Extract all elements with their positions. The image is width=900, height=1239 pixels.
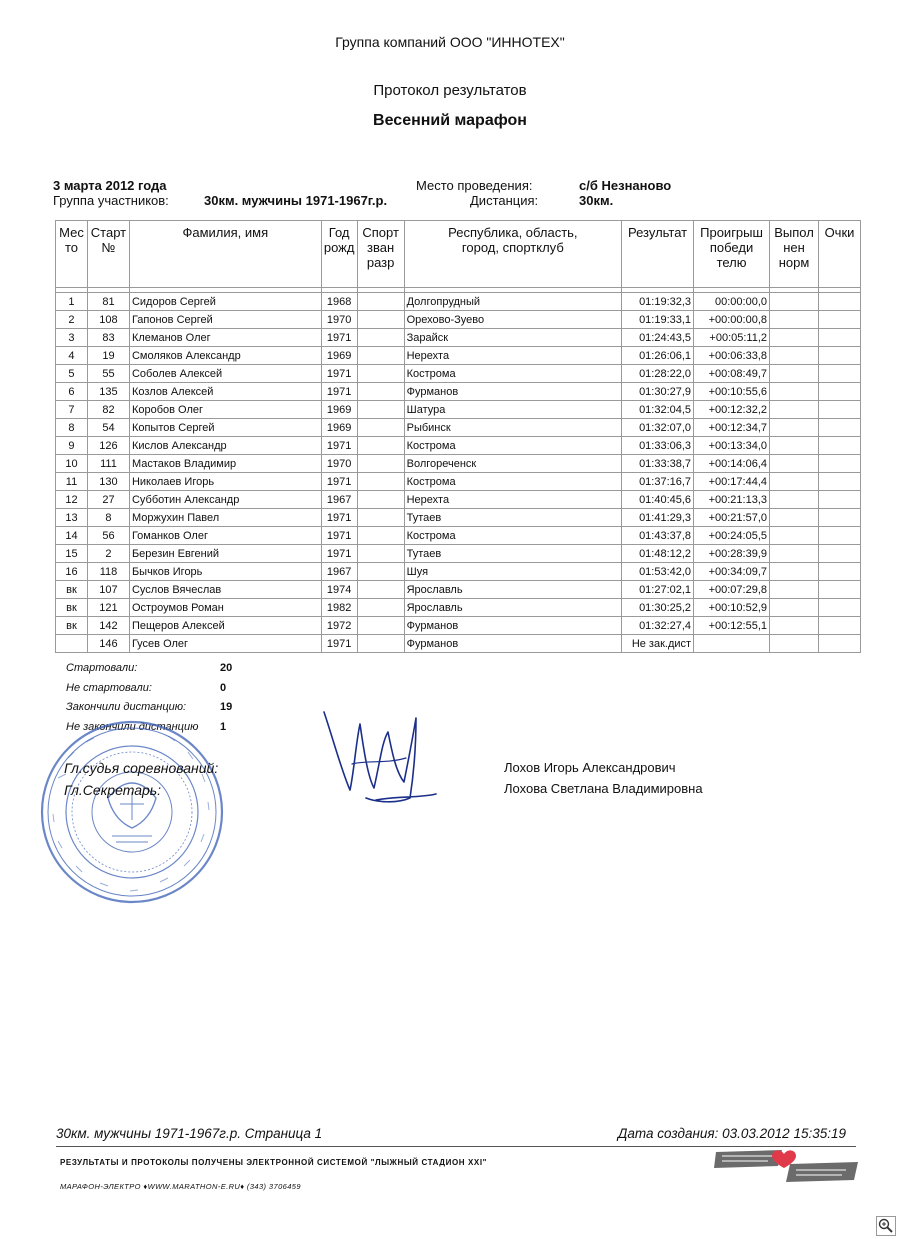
- cell-behind: 00:00:00,0: [694, 293, 770, 311]
- cell-name: Коробов Олег: [129, 401, 321, 419]
- cell-result: 01:33:38,7: [622, 455, 694, 473]
- cell-rank: [357, 419, 404, 437]
- cell-year: 1971: [321, 527, 357, 545]
- cell-points: [818, 617, 860, 635]
- cell-rank: [357, 509, 404, 527]
- venue-label: Место проведения:: [416, 178, 533, 193]
- cell-points: [818, 455, 860, 473]
- col-header-behind: Проигрыш победи телю: [694, 221, 770, 288]
- cell-region: Кострома: [404, 437, 621, 455]
- cell-behind: +00:10:52,9: [694, 599, 770, 617]
- officials-names: [504, 757, 703, 799]
- cell-rank: [357, 329, 404, 347]
- table-row: [56, 563, 861, 581]
- cell-region: Кострома: [404, 365, 621, 383]
- col-header-region: Республика, область, город, спортклуб: [404, 221, 621, 288]
- cell-points: [818, 545, 860, 563]
- venue-value: с/б Незнаново: [579, 178, 672, 193]
- table-row: [56, 365, 861, 383]
- cell-norm: [770, 365, 819, 383]
- zoom-icon[interactable]: [876, 1216, 896, 1236]
- cell-name: Березин Евгений: [129, 545, 321, 563]
- cell-region: Фурманов: [404, 383, 621, 401]
- signature: [316, 702, 446, 812]
- cell-points: [818, 311, 860, 329]
- officials-labels: [64, 757, 218, 801]
- cell-start: 121: [87, 599, 129, 617]
- table-row: [56, 293, 861, 311]
- cell-rank: [357, 401, 404, 419]
- table-header-row: [56, 221, 861, 288]
- cell-start: 82: [87, 401, 129, 419]
- cell-rank: [357, 383, 404, 401]
- table-row: [56, 383, 861, 401]
- cell-region: Зарайск: [404, 329, 621, 347]
- cell-points: [818, 437, 860, 455]
- cell-region: Фурманов: [404, 617, 621, 635]
- cell-points: [818, 401, 860, 419]
- cell-name: Пещеров Алексей: [129, 617, 321, 635]
- footer-system-text: РЕЗУЛЬТАТЫ И ПРОТОКОЛЫ ПОЛУЧЕНЫ ЭЛЕКТРОННОЙ СИСТЕМОЙ "ЛЫЖНЫЙ СТАДИОН XXI": [60, 1158, 488, 1167]
- cell-year: 1971: [321, 635, 357, 653]
- group-label: Группа участников:: [53, 193, 169, 208]
- cell-start: 107: [87, 581, 129, 599]
- cell-region: Нерехта: [404, 347, 621, 365]
- cell-year: 1971: [321, 509, 357, 527]
- cell-name: Субботин Александр: [129, 491, 321, 509]
- footer-created-date: Дата создания: 03.03.2012 15:35:19: [617, 1126, 846, 1141]
- cell-region: Фурманов: [404, 635, 621, 653]
- cell-norm: [770, 635, 819, 653]
- cell-start: 108: [87, 311, 129, 329]
- cell-behind: +00:07:29,8: [694, 581, 770, 599]
- secretary-label: Гл.Секретарь:: [64, 782, 162, 798]
- cell-points: [818, 383, 860, 401]
- distance-value: 30км.: [579, 193, 614, 208]
- cell-region: Тутаев: [404, 509, 621, 527]
- stat-not-started: Не стартовали: 0: [66, 681, 227, 694]
- cell-start: 56: [87, 527, 129, 545]
- cell-points: [818, 347, 860, 365]
- cell-year: 1969: [321, 401, 357, 419]
- cell-behind: +00:12:55,1: [694, 617, 770, 635]
- cell-region: Рыбинск: [404, 419, 621, 437]
- cell-result: 01:30:25,2: [622, 599, 694, 617]
- cell-norm: [770, 491, 819, 509]
- cell-region: Волгореченск: [404, 455, 621, 473]
- cell-place: 7: [56, 401, 88, 419]
- table-row: [56, 473, 861, 491]
- cell-year: 1971: [321, 329, 357, 347]
- results-body: [56, 293, 861, 653]
- table-row: [56, 347, 861, 365]
- cell-points: [818, 509, 860, 527]
- cell-behind: +00:05:11,2: [694, 329, 770, 347]
- cell-year: 1970: [321, 455, 357, 473]
- cell-behind: +00:21:57,0: [694, 509, 770, 527]
- cell-norm: [770, 563, 819, 581]
- cell-place: 6: [56, 383, 88, 401]
- cell-norm: [770, 527, 819, 545]
- cell-start: 146: [87, 635, 129, 653]
- official-stamp: [38, 718, 226, 906]
- cell-start: 81: [87, 293, 129, 311]
- cell-rank: [357, 437, 404, 455]
- cell-rank: [357, 455, 404, 473]
- cell-behind: +00:00:00,8: [694, 311, 770, 329]
- col-header-rank: Спорт зван разр: [357, 221, 404, 288]
- cell-result: 01:32:04,5: [622, 401, 694, 419]
- cell-rank: [357, 293, 404, 311]
- col-header-name: Фамилия, имя: [129, 221, 321, 288]
- cell-norm: [770, 473, 819, 491]
- event-date: 3 марта 2012 года: [53, 178, 167, 193]
- cell-region: Ярославль: [404, 599, 621, 617]
- group-value: 30км. мужчины 1971-1967г.р.: [204, 193, 388, 208]
- cell-norm: [770, 545, 819, 563]
- col-header-start: Старт №: [87, 221, 129, 288]
- cell-rank: [357, 635, 404, 653]
- cell-start: 27: [87, 491, 129, 509]
- cell-name: Кислов Александр: [129, 437, 321, 455]
- cell-name: Николаев Игорь: [129, 473, 321, 491]
- cell-behind: +00:28:39,9: [694, 545, 770, 563]
- cell-place: 16: [56, 563, 88, 581]
- table-row: [56, 545, 861, 563]
- cell-place: 3: [56, 329, 88, 347]
- cell-norm: [770, 437, 819, 455]
- cell-year: 1968: [321, 293, 357, 311]
- cell-name: Моржухин Павел: [129, 509, 321, 527]
- cell-place: 11: [56, 473, 88, 491]
- cell-result: 01:27:02,1: [622, 581, 694, 599]
- cell-norm: [770, 581, 819, 599]
- cell-name: Копытов Сергей: [129, 419, 321, 437]
- cell-region: Ярославль: [404, 581, 621, 599]
- cell-points: [818, 365, 860, 383]
- cell-year: 1974: [321, 581, 357, 599]
- cell-result: 01:43:37,8: [622, 527, 694, 545]
- cell-points: [818, 599, 860, 617]
- cell-region: Тутаев: [404, 545, 621, 563]
- table-row: [56, 509, 861, 527]
- cell-start: 126: [87, 437, 129, 455]
- cell-norm: [770, 347, 819, 365]
- cell-result: 01:32:07,0: [622, 419, 694, 437]
- cell-place: 1: [56, 293, 88, 311]
- cell-result: 01:48:12,2: [622, 545, 694, 563]
- results-table: [55, 220, 861, 653]
- cell-points: [818, 329, 860, 347]
- stat-finished: Закончили дистанцию: 19: [66, 701, 233, 713]
- cell-year: 1969: [321, 419, 357, 437]
- cell-behind: +00:10:55,6: [694, 383, 770, 401]
- cell-norm: [770, 401, 819, 419]
- cell-name: Суслов Вячеслав: [129, 581, 321, 599]
- cell-behind: +00:17:44,4: [694, 473, 770, 491]
- cell-behind: +00:21:13,3: [694, 491, 770, 509]
- table-row: [56, 581, 861, 599]
- cell-name: Соболев Алексей: [129, 365, 321, 383]
- footer-site-text: МАРАФОН-ЭЛЕКТРО ♦WWW.MARATHON-E.RU♦ (343) 3706459: [60, 1182, 301, 1191]
- cell-start: 83: [87, 329, 129, 347]
- cell-start: 8: [87, 509, 129, 527]
- cell-place: 12: [56, 491, 88, 509]
- table-row: [56, 527, 861, 545]
- cell-norm: [770, 383, 819, 401]
- cell-rank: [357, 581, 404, 599]
- cell-norm: [770, 419, 819, 437]
- cell-result: Не зак.дист: [622, 635, 694, 653]
- table-row: [56, 491, 861, 509]
- cell-place: 15: [56, 545, 88, 563]
- distance-label: Дистанция:: [470, 193, 539, 208]
- col-header-norm: Выпол нен норм: [770, 221, 819, 288]
- cell-start: 19: [87, 347, 129, 365]
- cell-norm: [770, 599, 819, 617]
- cell-start: 2: [87, 545, 129, 563]
- cell-place: 8: [56, 419, 88, 437]
- event-title: Весенний марафон: [373, 112, 527, 129]
- cell-rank: [357, 527, 404, 545]
- cell-norm: [770, 311, 819, 329]
- table-row: [56, 617, 861, 635]
- cell-region: Шатура: [404, 401, 621, 419]
- document-title: Протокол результатов: [373, 82, 527, 99]
- cell-year: 1971: [321, 473, 357, 491]
- cell-name: Сидоров Сергей: [129, 293, 321, 311]
- cell-result: 01:26:06,1: [622, 347, 694, 365]
- cell-start: 135: [87, 383, 129, 401]
- table-row: [56, 401, 861, 419]
- stat-not-finished: Не закончили дистанцию 1: [66, 720, 227, 733]
- cell-result: 01:19:32,3: [622, 293, 694, 311]
- cell-region: Кострома: [404, 473, 621, 491]
- cell-region: Орехово-Зуево: [404, 311, 621, 329]
- cell-place: 9: [56, 437, 88, 455]
- cell-rank: [357, 311, 404, 329]
- cell-points: [818, 491, 860, 509]
- cell-points: [818, 581, 860, 599]
- cell-place: 14: [56, 527, 88, 545]
- cell-name: Остроумов Роман: [129, 599, 321, 617]
- cell-year: 1982: [321, 599, 357, 617]
- cell-year: 1970: [321, 311, 357, 329]
- cell-name: Бычков Игорь: [129, 563, 321, 581]
- col-header-result: Результат: [622, 221, 694, 288]
- cell-start: 111: [87, 455, 129, 473]
- cell-name: Гапонов Сергей: [129, 311, 321, 329]
- table-row: [56, 311, 861, 329]
- cell-region: Долгопрудный: [404, 293, 621, 311]
- cell-place: 2: [56, 311, 88, 329]
- cell-rank: [357, 491, 404, 509]
- cell-place: вк: [56, 581, 88, 599]
- cell-name: Мастаков Владимир: [129, 455, 321, 473]
- cell-behind: +00:24:05,5: [694, 527, 770, 545]
- cell-points: [818, 563, 860, 581]
- cell-rank: [357, 545, 404, 563]
- cell-year: 1971: [321, 365, 357, 383]
- table-row: [56, 437, 861, 455]
- cell-behind: [694, 635, 770, 653]
- cell-region: Шуя: [404, 563, 621, 581]
- cell-result: 01:53:42,0: [622, 563, 694, 581]
- cell-region: Нерехта: [404, 491, 621, 509]
- cell-place: 4: [56, 347, 88, 365]
- cell-name: Козлов Алексей: [129, 383, 321, 401]
- cell-norm: [770, 329, 819, 347]
- cell-points: [818, 419, 860, 437]
- cell-result: 01:40:45,6: [622, 491, 694, 509]
- marathon-logo: [712, 1146, 860, 1186]
- cell-rank: [357, 563, 404, 581]
- cell-norm: [770, 509, 819, 527]
- table-row: [56, 635, 861, 653]
- cell-behind: +00:12:34,7: [694, 419, 770, 437]
- col-header-place: Мес то: [56, 221, 88, 288]
- cell-start: 118: [87, 563, 129, 581]
- cell-year: 1971: [321, 545, 357, 563]
- cell-name: Смоляков Александр: [129, 347, 321, 365]
- table-row: [56, 329, 861, 347]
- table-row: [56, 599, 861, 617]
- cell-year: 1971: [321, 437, 357, 455]
- cell-rank: [357, 599, 404, 617]
- footer-page-info: 30км. мужчины 1971-1967г.р. Страница 1: [56, 1126, 323, 1141]
- cell-norm: [770, 455, 819, 473]
- table-row: [56, 419, 861, 437]
- cell-result: 01:24:43,5: [622, 329, 694, 347]
- cell-name: Гусев Олег: [129, 635, 321, 653]
- cell-rank: [357, 365, 404, 383]
- cell-result: 01:32:27,4: [622, 617, 694, 635]
- cell-year: 1967: [321, 491, 357, 509]
- cell-year: 1972: [321, 617, 357, 635]
- cell-points: [818, 293, 860, 311]
- cell-rank: [357, 617, 404, 635]
- cell-result: 01:28:22,0: [622, 365, 694, 383]
- chief-judge-label: Гл.судья соревнований:: [64, 760, 219, 776]
- cell-place: 5: [56, 365, 88, 383]
- cell-place: [56, 635, 88, 653]
- cell-start: 130: [87, 473, 129, 491]
- cell-year: 1969: [321, 347, 357, 365]
- cell-points: [818, 635, 860, 653]
- cell-points: [818, 473, 860, 491]
- cell-result: 01:19:33,1: [622, 311, 694, 329]
- cell-name: Клеманов Олег: [129, 329, 321, 347]
- cell-result: 01:30:27,9: [622, 383, 694, 401]
- cell-behind: +00:08:49,7: [694, 365, 770, 383]
- col-header-points: Очки: [818, 221, 860, 288]
- cell-rank: [357, 347, 404, 365]
- col-header-year: Год рожд: [321, 221, 357, 288]
- cell-rank: [357, 473, 404, 491]
- secretary-name: Лохова Светлана Владимировна: [504, 781, 703, 796]
- cell-behind: +00:06:33,8: [694, 347, 770, 365]
- cell-year: 1967: [321, 563, 357, 581]
- cell-place: вк: [56, 617, 88, 635]
- cell-year: 1971: [321, 383, 357, 401]
- table-row: [56, 455, 861, 473]
- stat-started: Стартовали: 20: [66, 662, 233, 674]
- cell-place: вк: [56, 599, 88, 617]
- cell-behind: +00:12:32,2: [694, 401, 770, 419]
- cell-result: 01:41:29,3: [622, 509, 694, 527]
- cell-result: 01:33:06,3: [622, 437, 694, 455]
- cell-place: 13: [56, 509, 88, 527]
- cell-norm: [770, 617, 819, 635]
- cell-behind: +00:13:34,0: [694, 437, 770, 455]
- cell-name: Гоманков Олег: [129, 527, 321, 545]
- company-name: Группа компаний ООО "ИННОТЕХ": [335, 34, 565, 50]
- cell-region: Кострома: [404, 527, 621, 545]
- cell-start: 54: [87, 419, 129, 437]
- cell-result: 01:37:16,7: [622, 473, 694, 491]
- cell-behind: +00:34:09,7: [694, 563, 770, 581]
- cell-place: 10: [56, 455, 88, 473]
- cell-norm: [770, 293, 819, 311]
- cell-start: 142: [87, 617, 129, 635]
- chief-judge-name: Лохов Игорь Александрович: [504, 760, 676, 775]
- cell-start: 55: [87, 365, 129, 383]
- cell-points: [818, 527, 860, 545]
- cell-behind: +00:14:06,4: [694, 455, 770, 473]
